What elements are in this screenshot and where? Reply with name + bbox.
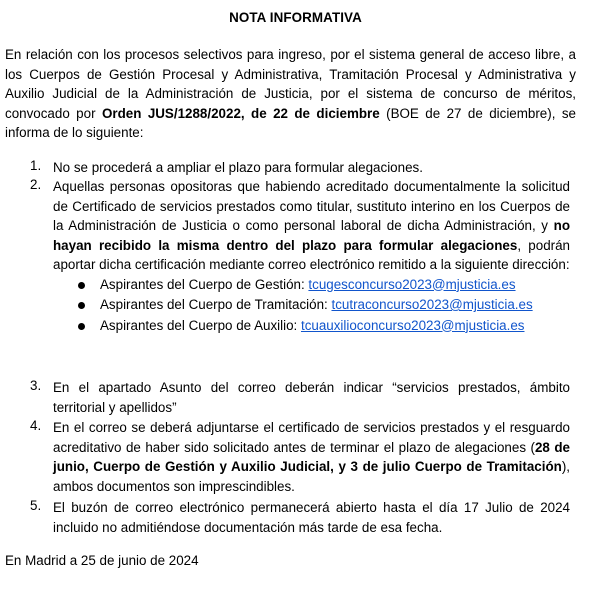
document-title: NOTA INFORMATIVA xyxy=(229,10,362,25)
list-item-number: 5. xyxy=(30,498,42,513)
email-link-gestion[interactable]: tcugesconcurso2023@mjusticia.es xyxy=(308,276,516,292)
document-footer-date: En Madrid a 25 de junio de 2024 xyxy=(5,553,199,568)
email-list-item-tramitacion xyxy=(53,295,570,316)
list-item-text xyxy=(53,177,570,336)
bullet-icon xyxy=(78,302,85,309)
item-4-bold-text: 28 de junio, Cuerpo de Gestión y Auxilio Judicial, y 3 de julio Cuerpo de Tramitación xyxy=(53,439,570,474)
intro-text-start: En relación con los procesos selectivos para ingreso, por el sistema general de acceso libre, a los Cuerpos de Gestión Procesal y Administrativa, Tramitación Procesal y Administrativa y Auxilio Judicial de la Administración de Justicia, por el sistema de concurso de méritos, convocado por xyxy=(5,47,576,121)
list-item-text: El buzón de correo electrónico permanecerá abierto hasta el día 17 Julio de 2024 incluido no admitiéndose documentación más tarde de esa fecha. xyxy=(53,500,570,535)
email-list-item-auxilio xyxy=(53,316,570,337)
item-4-text-start: En el correo se deberá adjuntarse el certificado de servicios prestados y el resguardo acreditativo de haber sido solicitado antes de terminar el plazo de alegaciones ( xyxy=(53,420,570,455)
list-item-text: En el apartado Asunto del correo deberán indicar “servicios prestados, ámbito territorial y apellidos” xyxy=(53,380,570,415)
bullet-icon xyxy=(78,282,85,289)
list-item-number: 1. xyxy=(30,158,42,173)
email-link-auxilio[interactable]: tcuauxilioconcurso2023@mjusticia.es xyxy=(300,317,525,333)
item-2-bold-text: no hayan recibido la misma dentro del plazo para formular alegaciones xyxy=(53,218,570,253)
email-list xyxy=(53,275,570,337)
list-item-number: 3. xyxy=(30,378,42,393)
intro-text-end: (BOE de 27 de diciembre), se informa de lo siguiente: xyxy=(5,105,576,141)
list-item-number: 4. xyxy=(30,418,42,433)
email-label: Aspirantes del Cuerpo de Auxilio: xyxy=(100,317,301,333)
email-link-tramitacion[interactable]: tcutraconcurso2023@mjusticia.es xyxy=(331,297,533,312)
item-2-text-start: Aquellas personas opositoras que habiendo acreditado documentalmente la solicitud de Certificado de servicios prestados como titular, sustituto interino en los Cuerpos de la Administración de Justicia o como personal laboral de dicha Administración, y xyxy=(53,179,570,233)
list-item-text xyxy=(53,418,570,496)
email-label: Aspirantes del Cuerpo de Tramitación: xyxy=(100,297,332,312)
list-item-text: No se procederá a ampliar el plazo para formular alegaciones. xyxy=(53,160,423,175)
intro-paragraph xyxy=(5,45,576,143)
order-reference: Orden JUS/1288/2022, de 22 de diciembre xyxy=(101,105,380,121)
item-4-text-end: ), ambos documentos son imprescindibles. xyxy=(53,459,570,494)
bullet-icon xyxy=(78,323,85,330)
list-item-number: 2. xyxy=(30,177,42,192)
item-2-text-end: , podrán aportar dicha certificación mediante correo electrónico remitido a la siguiente dirección: xyxy=(53,237,570,272)
email-label: Aspirantes del Cuerpo de Gestión: xyxy=(100,276,309,292)
email-list-item-gestion xyxy=(53,275,570,296)
